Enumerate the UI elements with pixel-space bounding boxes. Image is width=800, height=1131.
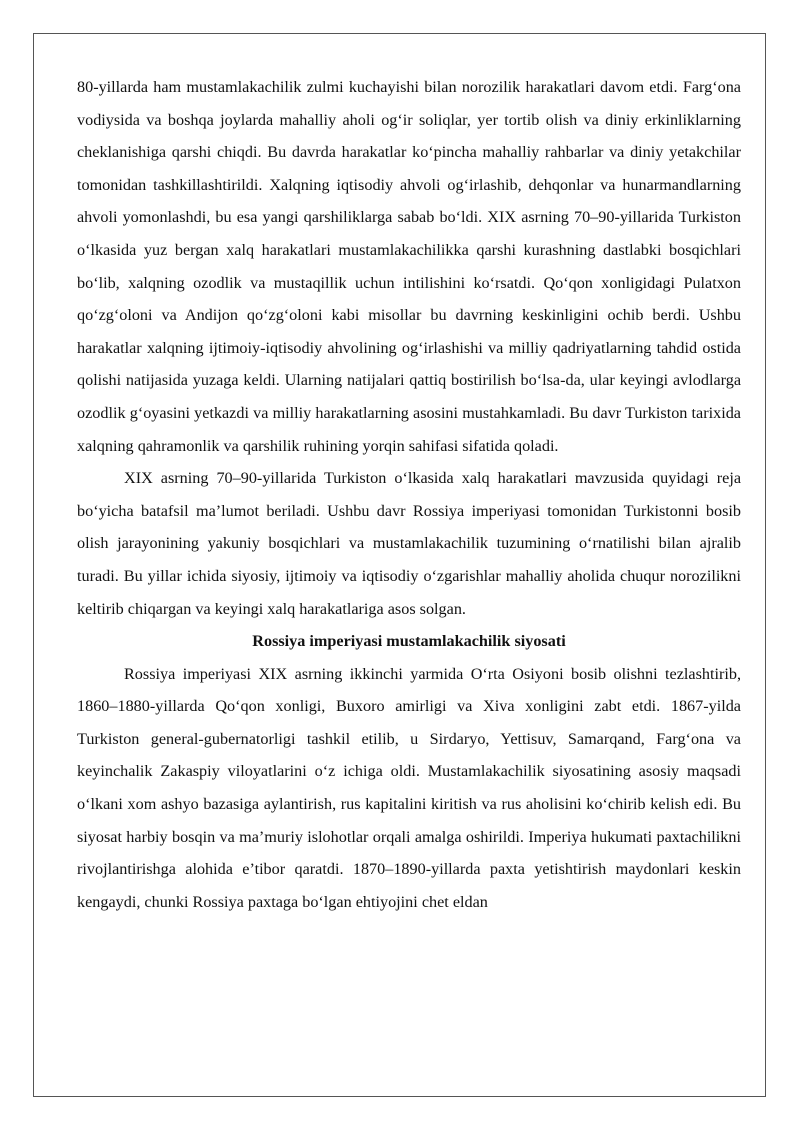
paragraph-2: XIX asrning 70–90-yillarida Turkiston o‘lkasida xalq harakatlari mavzusida quyidagi reja bo‘yicha batafsil ma’lumot beriladi. Ushbu davr Rossiya imperiyasi tomonidan Turkistonni bosib olish jarayonining yakuniy bosqichlari va mustamlakachilik tuzumining o‘rnatilishi bilan ajralib turadi. Bu yillar ichida siyosiy, ijtimoiy va iqtisodiy o‘zgarishlar mahalliy aholida chuqur norozilikni keltirib chiqargan va keyingi xalq harakatlariga asos solgan. (77, 469, 741, 618)
section-heading: Rossiya imperiyasi mustamlakachilik siyosati (252, 632, 566, 651)
paragraph-3: Rossiya imperiyasi XIX asrning ikkinchi yarmida O‘rta Osiyoni bosib olishni tezlashtirib, 1860–1880-yillarda Qo‘qon xonligi, Buxoro amirligi va Xiva xonligini zabt etdi. 1867-yilda Turkiston general-gubernatorligi tashkil etilib, u Sirdaryo, Yettisuv, Samarqand, Farg‘ona va keyinchalik Zakaspiy viloyatlarini o‘z ichiga oldi. Mustamlakachilik siyosatining asosiy maqsadi o‘lkani xom ashyo bazasiga aylantirish, rus kapitalini kiritish va rus aholisini ko‘chirib kelish edi. Bu siyosat harbiy bosqin va ma’muriy islohotlar orqali amalga oshirildi. Imperiya hukumati paxtachilikni rivojlantirishga alohida e’tibor qaratdi. 1870–1890-yillarda paxta yetishtirish maydonlari keskin kengaydi, chunki Rossiya paxtaga bo‘lgan ehtiyojini chet eldan (77, 664, 741, 911)
paragraph-1: 80-yillarda ham mustamlakachilik zulmi kuchayishi bilan norozilik harakatlari davom etdi. Farg‘ona vodiysida va boshqa joylarda mahalliy aholi og‘ir soliqlar, yer tortib olish va diniy erkinliklarning cheklanishiga qarshi chiqdi. Bu davrda harakatlar ko‘pincha mahalliy rahbarlar va diniy yetakchilar tomonidan tashkillashtirildi. Xalqning iqtisodiy ahvoli og‘irlashib, dehqonlar va hunarmandlarning ahvoli yomonlashdi, bu esa yangi qarshiliklarga sabab bo‘ldi. XIX asrning 70–90-yillarida Turkiston o‘lkasida yuz bergan xalq harakatlari mustamlakachilikka qarshi kurashning dastlabki bosqichlari bo‘lib, xalqning ozodlik va mustaqillik uchun intilishini ko‘rsatdi. Qo‘qon xonligidagi Pulatxon qo‘zg‘oloni va Andijon qo‘zg‘oloni kabi misollar bu davrning keskinligini ochib berdi. Ushbu harakatlar xalqning ijtimoiy-iqtisodiy ahvolining og‘irlashishi va milliy qadriyatlarning tahdid ostida qolishi natijasida yuzaga keldi. Ularning natijalari qattiq bostirilish bo‘lsa-da, ular keyingi avlodlarga ozodlik g‘oyasini yetkazdi va milliy harakatlarning asosini mustahkamladi. Bu davr Turkiston tarixida xalqning qahramonlik va qarshilik ruhining yorqin sahifasi sifatida qoladi. (77, 78, 741, 455)
document-body (77, 71, 741, 918)
